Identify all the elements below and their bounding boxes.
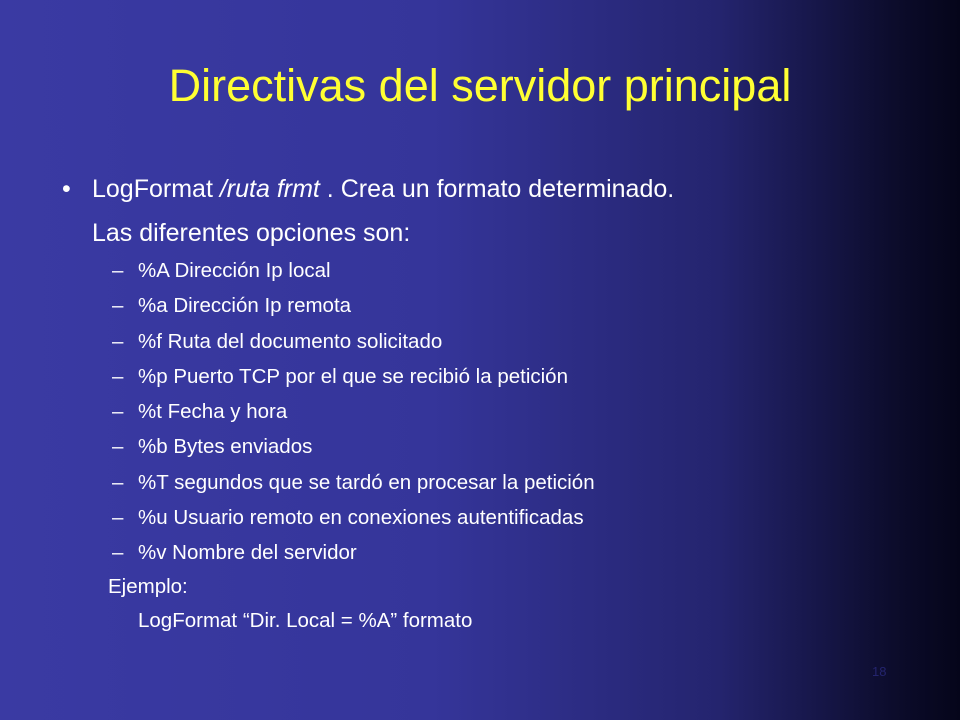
option-text: %u Usuario remoto en conexiones autentificadas	[138, 506, 584, 530]
example-label: Ejemplo:	[108, 575, 188, 598]
dash-icon: –	[112, 435, 124, 459]
dash-icon: –	[112, 506, 124, 530]
slide-title: Directivas del servidor principal	[168, 60, 792, 111]
dash-icon: –	[112, 294, 124, 318]
bullet-text	[92, 172, 674, 206]
option-text: %t Fecha y hora	[138, 400, 288, 424]
example-code: LogFormat “Dir. Local = %A” formato	[138, 609, 473, 632]
option-text: %f Ruta del documento solicitado	[138, 329, 443, 353]
bullet-continuation: Las diferentes opciones son:	[92, 219, 411, 247]
dash-icon: –	[112, 541, 124, 565]
dash-icon: –	[112, 259, 124, 282]
page-number: 18	[872, 664, 887, 679]
dash-icon: –	[112, 329, 124, 353]
bullet-icon: •	[62, 175, 71, 203]
dash-icon: –	[112, 364, 124, 388]
option-text: %a Dirección Ip remota	[138, 294, 352, 318]
bullet-lead: LogFormat	[92, 175, 220, 203]
dash-icon: –	[112, 470, 124, 494]
option-text: %v Nombre del servidor	[138, 541, 357, 565]
option-text: %A Dirección Ip local	[138, 259, 331, 282]
option-text: %b Bytes enviados	[138, 435, 313, 459]
bullet-rest: . Crea un formato determinado.	[319, 175, 675, 203]
bullet-italic: /ruta frmt	[219, 175, 320, 203]
option-text: %T segundos que se tardó en procesar la petición	[138, 470, 595, 494]
dash-icon: –	[112, 400, 124, 424]
option-text: %p Puerto TCP por el que se recibió la petición	[138, 364, 568, 388]
